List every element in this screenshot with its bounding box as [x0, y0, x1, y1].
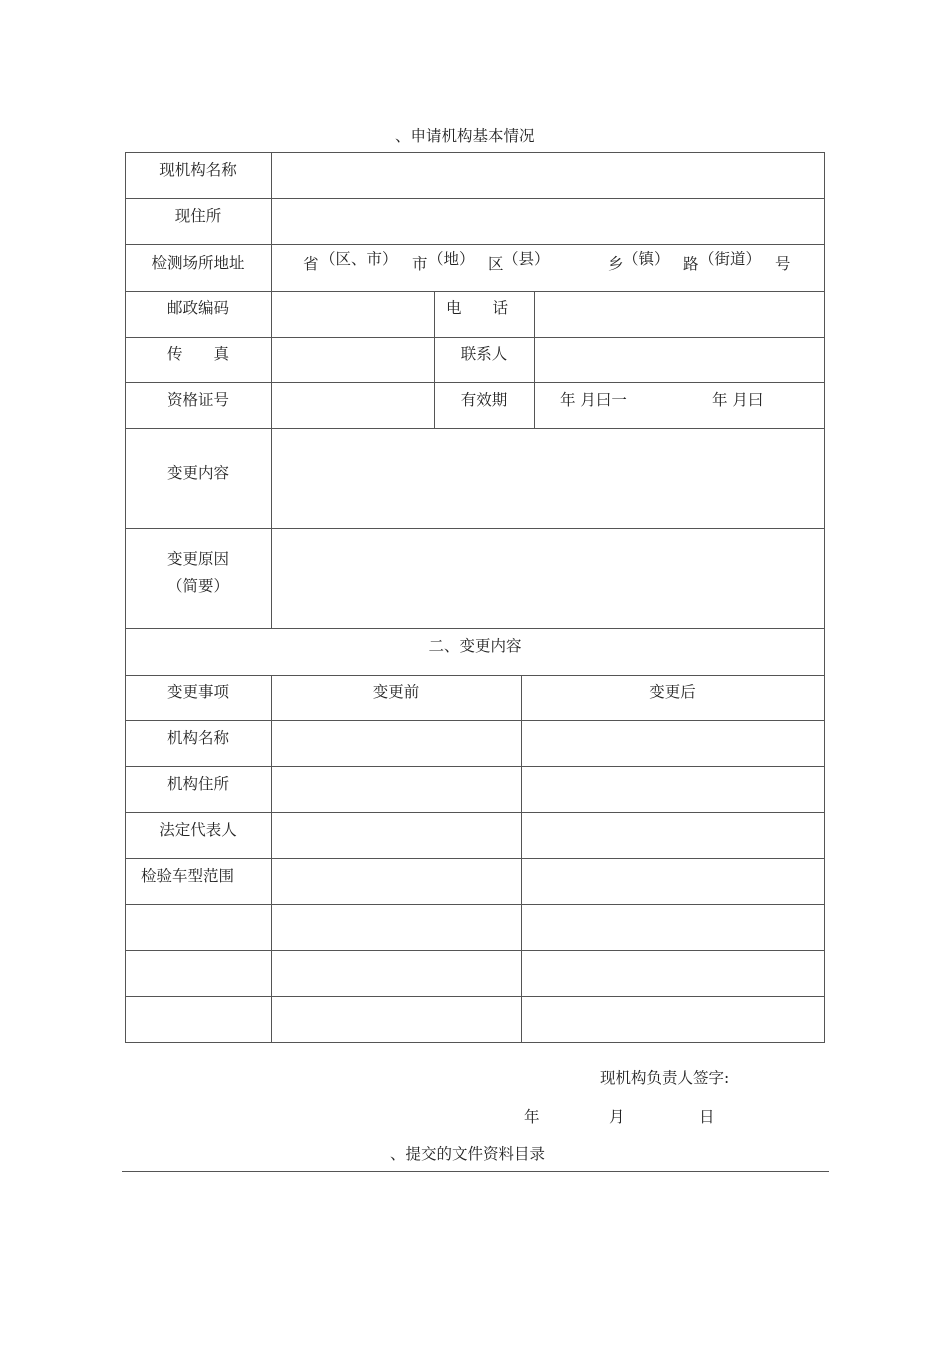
label-phone: 电 话 [446, 299, 509, 317]
label-cert-number: 资格证号 [166, 391, 229, 409]
validity-from: 年 月曰一 [560, 391, 627, 409]
signature-year: 年 [524, 1108, 540, 1126]
label-contact: 联系人 [460, 345, 508, 363]
label-postcode: 邮政编码 [166, 299, 229, 317]
section3-title: 、提交的文件资料目录 [390, 1145, 546, 1163]
label-validity: 有效期 [460, 391, 508, 409]
header-change-item: 变更事项 [166, 683, 229, 701]
signature-month: 月 [609, 1108, 625, 1126]
label-fax: 传 真 [166, 345, 229, 363]
signature-day: 日 [699, 1108, 715, 1126]
section3-rule [122, 1171, 829, 1172]
header-before: 变更前 [372, 683, 420, 701]
table-row: 检验车型范围 [141, 867, 235, 885]
label-org-name: 现机构名称 [159, 161, 237, 179]
table-row: 机构住所 [166, 775, 229, 793]
header-after: 变更后 [649, 683, 696, 701]
section2-title: 二、变更内容 [428, 637, 522, 655]
table-row: 法定代表人 [159, 821, 237, 839]
label-test-site-address: 检测场所地址 [151, 254, 245, 272]
label-change-content: 变更内容 [166, 464, 229, 482]
label-change-reason: 变更原因 [166, 550, 229, 568]
signature-label: 现机构负责人签字: [600, 1069, 730, 1087]
section1-title: 、申请机构基本情况 [395, 127, 535, 145]
label-residence: 现住所 [174, 207, 222, 225]
table-row: 机构名称 [166, 729, 229, 747]
validity-to: 年 月曰 [712, 391, 764, 409]
label-change-reason-sub: （简要） [166, 577, 229, 595]
